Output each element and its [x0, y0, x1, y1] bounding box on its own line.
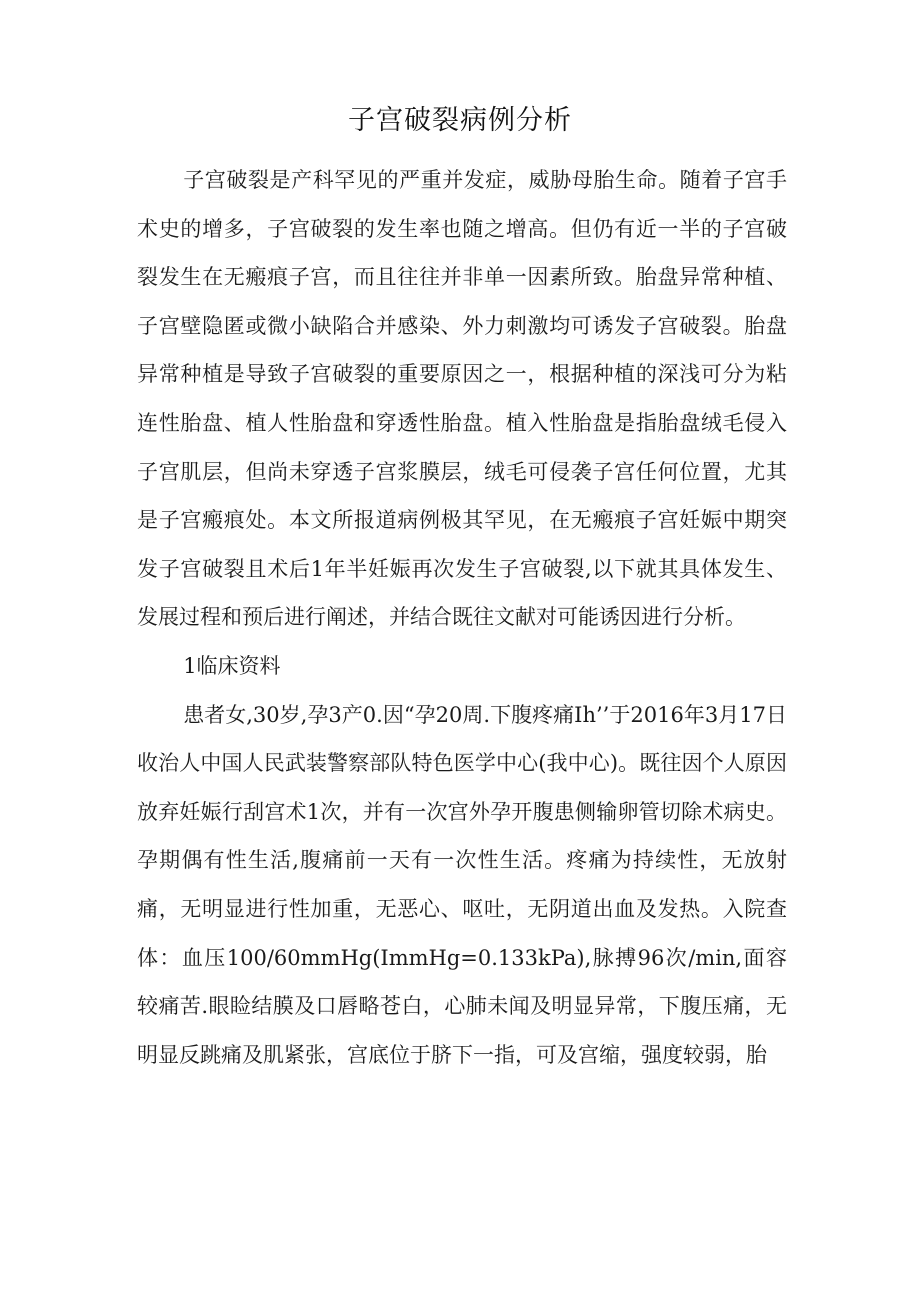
document-body [137, 156, 787, 1079]
intro-paragraph: 子宫破裂是产科罕见的严重并发症，威胁母胎生命。随着子宫手术史的增多，子宫破裂的发生率也随之增高。但仍有近一半的子宫破裂发生在无瘢痕子宫，而且往往并非单一因素所致。胎盘异常种植、子宫壁隐匿或微小缺陷合并感染、外力刺激均可诱发子宫破裂。胎盘异常种植是导致子宫破裂的重要原因之一，根据种植的深浅可分为粘连性胎盘、植人性胎盘和穿透性胎盘。植入性胎盘是指胎盘绒毛侵入子宫肌层，但尚未穿透子宫浆膜层，绒毛可侵袭子宫任何位置，尤其是子宫瘢痕处。本文所报道病例极其罕见，在无瘢痕子宫妊娠中期突发子宫破裂且术后1年半妊娠再次发生子宫破裂,以下就其具体发生、发展过程和预后进行阐述，并结合既往文献对可能诱因进行分析。 [137, 168, 787, 630]
section-heading: 1临床资料 [183, 653, 281, 678]
page-title: 子宫破裂病例分析 [348, 105, 572, 136]
case-report-paragraph: 患者女,30岁,孕3产0.因“孕20周.下腹疼痛Ih’’于2016年3月17日收治人中国人民武装警察部队特色医学中心(我中心)。既往因个人原因放弃妊娠行刮宫术1次，并有一次宫外孕开腹患侧输卵管切除术病史。孕期偶有性生活,腹痛前一天有一次性生活。疼痛为持续性，无放射痛，无明显进行性加重，无恶心、呕吐，无阴道出血及发热。入院查体：血压100/60mmHg(ImmHg=0.133kPa),脉搏96次/min,面容较痛苦.眼睑结膜及口唇略苍白，心肺未闻及明显异常，下腹压痛，无明显反跳痛及肌紧张，宫底位于脐下一指，可及宫缩，强度较弱，胎 [137, 702, 787, 1067]
